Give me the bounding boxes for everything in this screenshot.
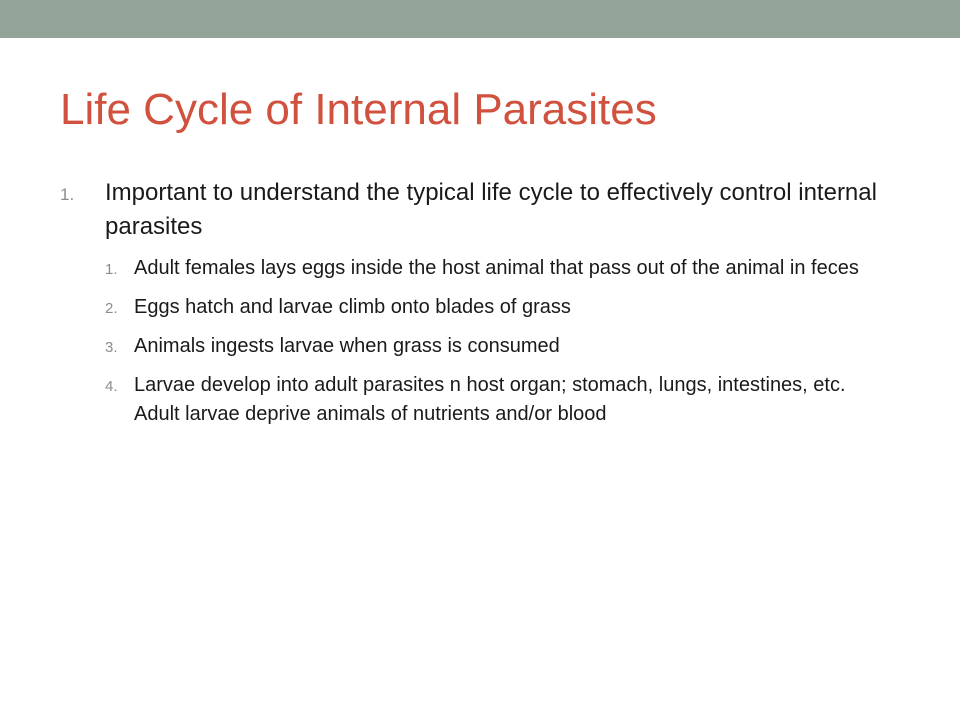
- list-item-level1: [60, 176, 880, 244]
- top-accent-bar: [0, 0, 960, 38]
- sub-list-number: 3.: [105, 339, 118, 356]
- sub-list-item: [105, 254, 884, 283]
- sub-list-item: [105, 371, 884, 429]
- sub-list-item-text: Eggs hatch and larvae climb onto blades of grass: [134, 296, 571, 318]
- slide-title: Life Cycle of Internal Parasites: [60, 85, 657, 134]
- slide-body: [60, 176, 880, 439]
- list-item-text: Important to understand the typical life cycle to effectively control internal parasites: [105, 179, 877, 240]
- list-number: 1.: [60, 185, 75, 204]
- sub-list-number: 2.: [105, 300, 118, 317]
- sub-list-item: [105, 332, 884, 361]
- sub-list-item-text: Larvae develop into adult parasites n host organ; stomach, lungs, intestines, etc. Adult larvae deprive animals of nutrients and/or blood: [134, 374, 846, 425]
- sub-list-item-text: Animals ingests larvae when grass is consumed: [134, 335, 560, 357]
- sub-list-item: [105, 293, 884, 322]
- sub-list-item-text: Adult females lays eggs inside the host animal that pass out of the animal in feces: [134, 257, 859, 279]
- sub-list-number: 1.: [105, 261, 118, 278]
- sub-list-number: 4.: [105, 378, 118, 395]
